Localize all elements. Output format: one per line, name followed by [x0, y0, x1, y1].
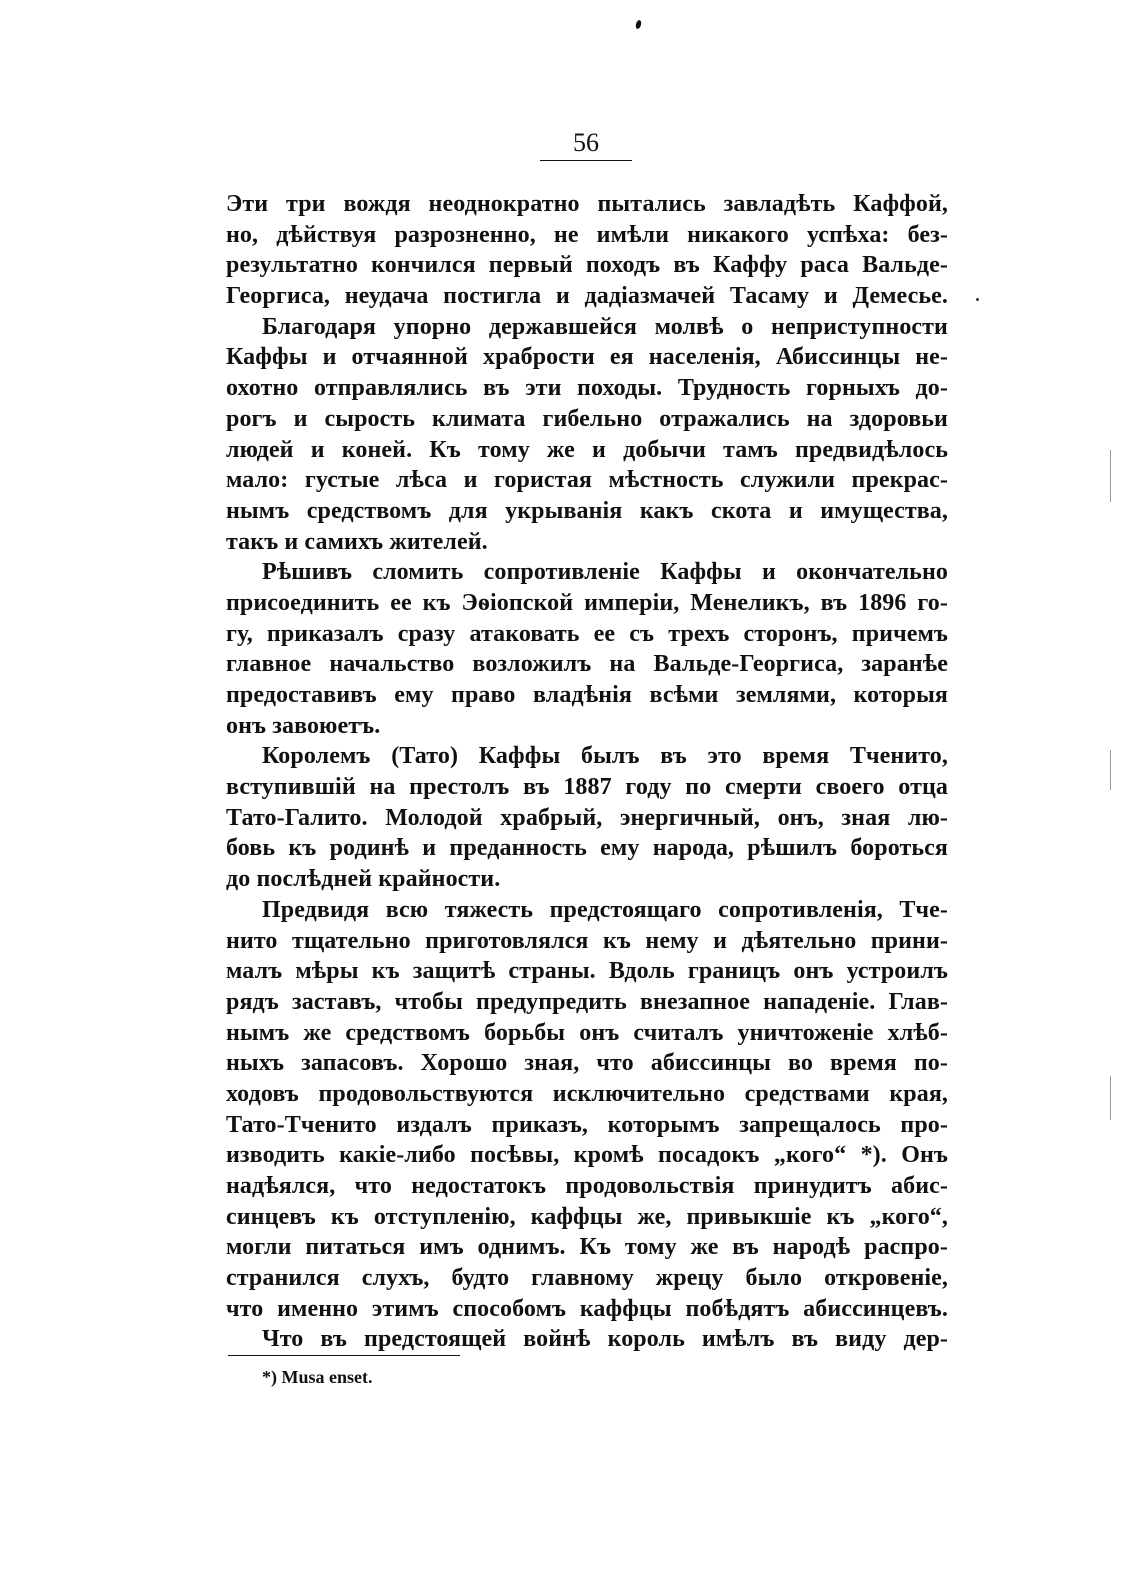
footnote: *) Musa enset. [262, 1367, 373, 1387]
text-line: ныхъ запасовъ. Хорошо зная, что абиссинцы во время по- [226, 1050, 948, 1077]
text-line: Что въ предстоящей войнѣ король имѣлъ въ виду дер- [262, 1326, 948, 1353]
text-line: нымъ средствомъ для укрыванiя какъ скота и имущества, [226, 497, 948, 524]
text-line: Предвидя всю тяжесть предстоящаго сопротивленiя, Тче- [262, 896, 948, 923]
page-number: 56 [573, 128, 599, 157]
text-line: бовь къ родинѣ и преданность ему народа, рѣшилъ бороться [226, 835, 948, 862]
text-line: что именно этимъ способомъ каффцы побѣдятъ абиссинцевъ. [226, 1295, 948, 1322]
text-line: гу, приказалъ сразу атаковать ее съ трехъ сторонъ, причемъ [226, 620, 948, 647]
text-line: ходовъ продовольствуются исключительно средствами края, [226, 1080, 948, 1107]
footnote-rule [228, 1355, 460, 1356]
text-line: охотно отправлялись въ эти походы. Трудность горныхъ до- [226, 375, 948, 402]
text-line: странился слухъ, будто главному жрецу было откровенiе, [226, 1265, 948, 1292]
text-line: Каффы и отчаянной храбрости ея населенiя, Абиссинцы не- [226, 344, 948, 371]
text-line: результатно кончился первый походъ въ Каффу раса Вальде- [226, 252, 948, 279]
text-line: онъ завоюетъ. [226, 712, 381, 739]
body-text [226, 189, 948, 1355]
text-line: нито тщательно приготовлялся къ нему и дѣятельно прини- [226, 927, 948, 954]
page-number-rule [540, 160, 632, 161]
text-line: изводить какiе-либо посѣвы, кромѣ посадокъ „кого“ *). Онъ [226, 1142, 948, 1169]
text-line: Тато-Галито. Молодой храбрый, энергичный, онъ, зная лю- [226, 804, 948, 831]
text-line: Рѣшивъ сломить сопротивленiе Каффы и окончательно [262, 559, 948, 586]
text-line: рогъ и сырость климата гибельно отражались на здоровьи [226, 405, 948, 432]
text-line: надѣялся, что недостатокъ продовольствiя принудитъ абис- [226, 1173, 948, 1199]
scan-speck [976, 298, 979, 301]
margin-tick [1110, 750, 1111, 790]
text-line: такъ и самихъ жителей. [226, 528, 488, 555]
text-line: малъ мѣры къ защитѣ страны. Вдоль границъ онъ устроилъ [226, 958, 948, 985]
text-line: но, дѣйствуя разрозненно, не имѣли никакого успѣха: без- [226, 221, 948, 248]
text-line: Георгиса, неудача постигла и дадiазмачей Тасаму и Демесье. [226, 283, 948, 310]
text-line: синцевъ къ отступленiю, каффцы же, привыкшiе къ „кого“, [226, 1203, 948, 1230]
text-line: нымъ же средствомъ борьбы онъ считалъ уничтоженiе хлѣб- [226, 1019, 948, 1046]
text-line: Королемъ (Тато) Каффы былъ въ это время Тченито, [262, 743, 948, 770]
text-line: мало: густые лѣса и гористая мѣстность служили прекрас- [226, 467, 948, 494]
text-line: Благодаря упорно державшейся молвѣ о неприступности [262, 313, 948, 340]
text-line: Эти три вождя неоднократно пытались завладѣть Каффой, [226, 191, 948, 217]
text-line: вступившiй на престолъ въ 1887 году по смерти своего отца [226, 774, 948, 801]
text-line: присоединить ее къ Эѳiопской имперiи, Менеликъ, въ 1896 го- [226, 589, 948, 616]
text-line: могли питаться имъ однимъ. Къ тому же въ народѣ распро- [226, 1234, 948, 1261]
text-line: до послѣдней крайности. [226, 866, 501, 893]
text-line: Тато-Тченито издалъ приказъ, которымъ запрещалось про- [226, 1111, 948, 1138]
text-line: рядъ заставъ, чтобы предупредить внезапное нападенiе. Глав- [226, 988, 948, 1015]
ink-dot [635, 20, 642, 30]
text-line: главное начальство возложилъ на Вальде-Георгиса, заранѣе [226, 651, 948, 678]
text-line: предоставивъ ему право владѣнiя всѣми землями, которыя [226, 682, 948, 708]
text-line: людей и коней. Къ тому же и добычи тамъ предвидѣлось [226, 436, 948, 463]
margin-tick [1110, 1076, 1111, 1120]
margin-tick [1110, 450, 1111, 502]
